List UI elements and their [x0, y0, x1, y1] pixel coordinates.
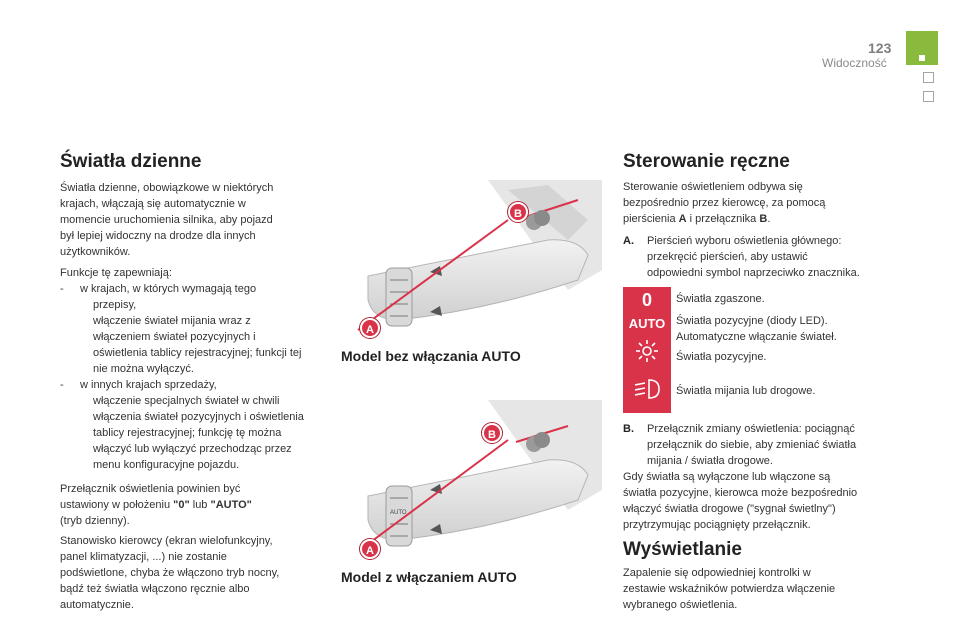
flash-paragraph: Gdy światła są wyłączone lub włączone są światła pozycyjne, kierowca może bezpośrednio włączyć światła drogowe ("sygnał świetlny") przytrzymując pociągnięty przełącznik.: [623, 471, 858, 531]
manual-intro: Sterowanie oświetleniem odbywa się bezpośrednio przez kierowcę, za pomocą pierścienia A i przełącznika B.: [623, 181, 826, 225]
callout-a: A: [360, 318, 380, 338]
page-number: 123: [868, 40, 892, 56]
heading-display: Wyświetlanie: [623, 539, 742, 560]
heading-manual-control: Sterowanie ręczne: [623, 151, 790, 172]
label-auto-lights: Światła pozycyjne (diody LED). Automatyczne włączanie świateł.: [676, 315, 837, 343]
item-b-text: Przełącznik zmiany oświetlenia: pociągnąć przełącznik do siebie, aby zmieniać światła mijania / światła drogowe.: [647, 423, 857, 467]
callout-a: A: [360, 539, 380, 559]
chapter-tab-active[interactable]: [906, 31, 938, 65]
list-item: - w krajach, w których wymagają tego przepisy, włączenie świateł mijania wraz z włączeniem świateł pozycyjnych i oświetlenia tablicy rejestracyjnej; funkcji tej nie można wyłączyć.: [60, 283, 302, 375]
callout-b: B: [508, 202, 528, 222]
functions-paragraph: Funkcje tę zapewniają: - w krajach, w których wymagają tego przepisy, włączenie świateł mijania wraz z włączeniem świateł pozycyjnych i oświetlenia tablicy rejestracyjnej; funkcji tej nie można wyłączyć. - w innych krajach sprzedaży, włączenie specjalnych świateł w chwili włączenia świateł pozycyjnych i oświetlenia tablicy rejestracyjnej; funkcję tę można włączyć lub wyłączyć przechodząc przez menu konfiguracyjne pojazdu.: [60, 265, 330, 473]
caption-model-auto: Model z włączaniem AUTO: [341, 569, 517, 585]
dipped-beam-icon: [633, 376, 661, 402]
switch-position-paragraph: Przełącznik oświetlenia powinien być ustawiony w położeniu "0" lub "AUTO" (tryb dzienny).: [60, 483, 252, 527]
tab-marker-icon: [919, 55, 925, 61]
chapter-tab[interactable]: [923, 72, 934, 83]
chapter-tab[interactable]: [923, 91, 934, 102]
intro-paragraph: Światła dzienne, obowiązkowe w niektórych krajach, włączają się automatycznie w momencie uruchomienia silnika, aby pojazd był lepiej widoczny na drodze dla innych użytkowników.: [60, 182, 274, 258]
stalk-illustration-auto: [338, 400, 602, 562]
driver-post-paragraph: Stanowisko kierowcy (ekran wielofunkcyjny, panel klimatyzacji, ...) nie zostanie podświetlone, chyba że włączono tryb nocny, bądź też światła włączono ręcznie albo automatycznie.: [60, 535, 280, 611]
section-title: Widoczność: [822, 56, 887, 70]
item-letter-b: B.: [623, 423, 634, 435]
position-lights-icon: [635, 339, 659, 363]
caption-model-no-auto: Model bez włączania AUTO: [341, 348, 521, 364]
stalk-illustration-no-auto: [338, 180, 602, 342]
heading-daytime-lights: Światła dzienne: [60, 151, 202, 172]
callout-b: B: [482, 423, 502, 443]
auto-lights-icon: AUTO: [628, 316, 666, 331]
label-dipped-beam: Światła mijania lub drogowe.: [676, 385, 816, 397]
item-a-text: Pierścień wyboru oświetlenia głównego: przekręcić pierścień, aby ustawić odpowiedni symbol naprzeciwko znacznika.: [647, 235, 860, 279]
display-paragraph: Zapalenie się odpowiedniej kontrolki w zestawie wskaźników potwierdza włączenie wybranego oświetlenia.: [623, 567, 836, 611]
auto-mark: AUTO: [390, 510, 407, 516]
item-letter-a: A.: [623, 235, 634, 247]
label-lights-off: Światła zgaszone.: [676, 293, 765, 305]
label-position-lights: Światła pozycyjne.: [676, 351, 767, 363]
list-item: - w innych krajach sprzedaży, włączenie specjalnych świateł w chwili włączenia świateł pozycyjnych i oświetlenia tablicy rejestracyjnej; funkcję tę można włączyć lub wyłączyć przechodząc przez menu konfiguracyjne pojazdu.: [60, 379, 304, 471]
lights-off-icon: 0: [641, 290, 652, 310]
